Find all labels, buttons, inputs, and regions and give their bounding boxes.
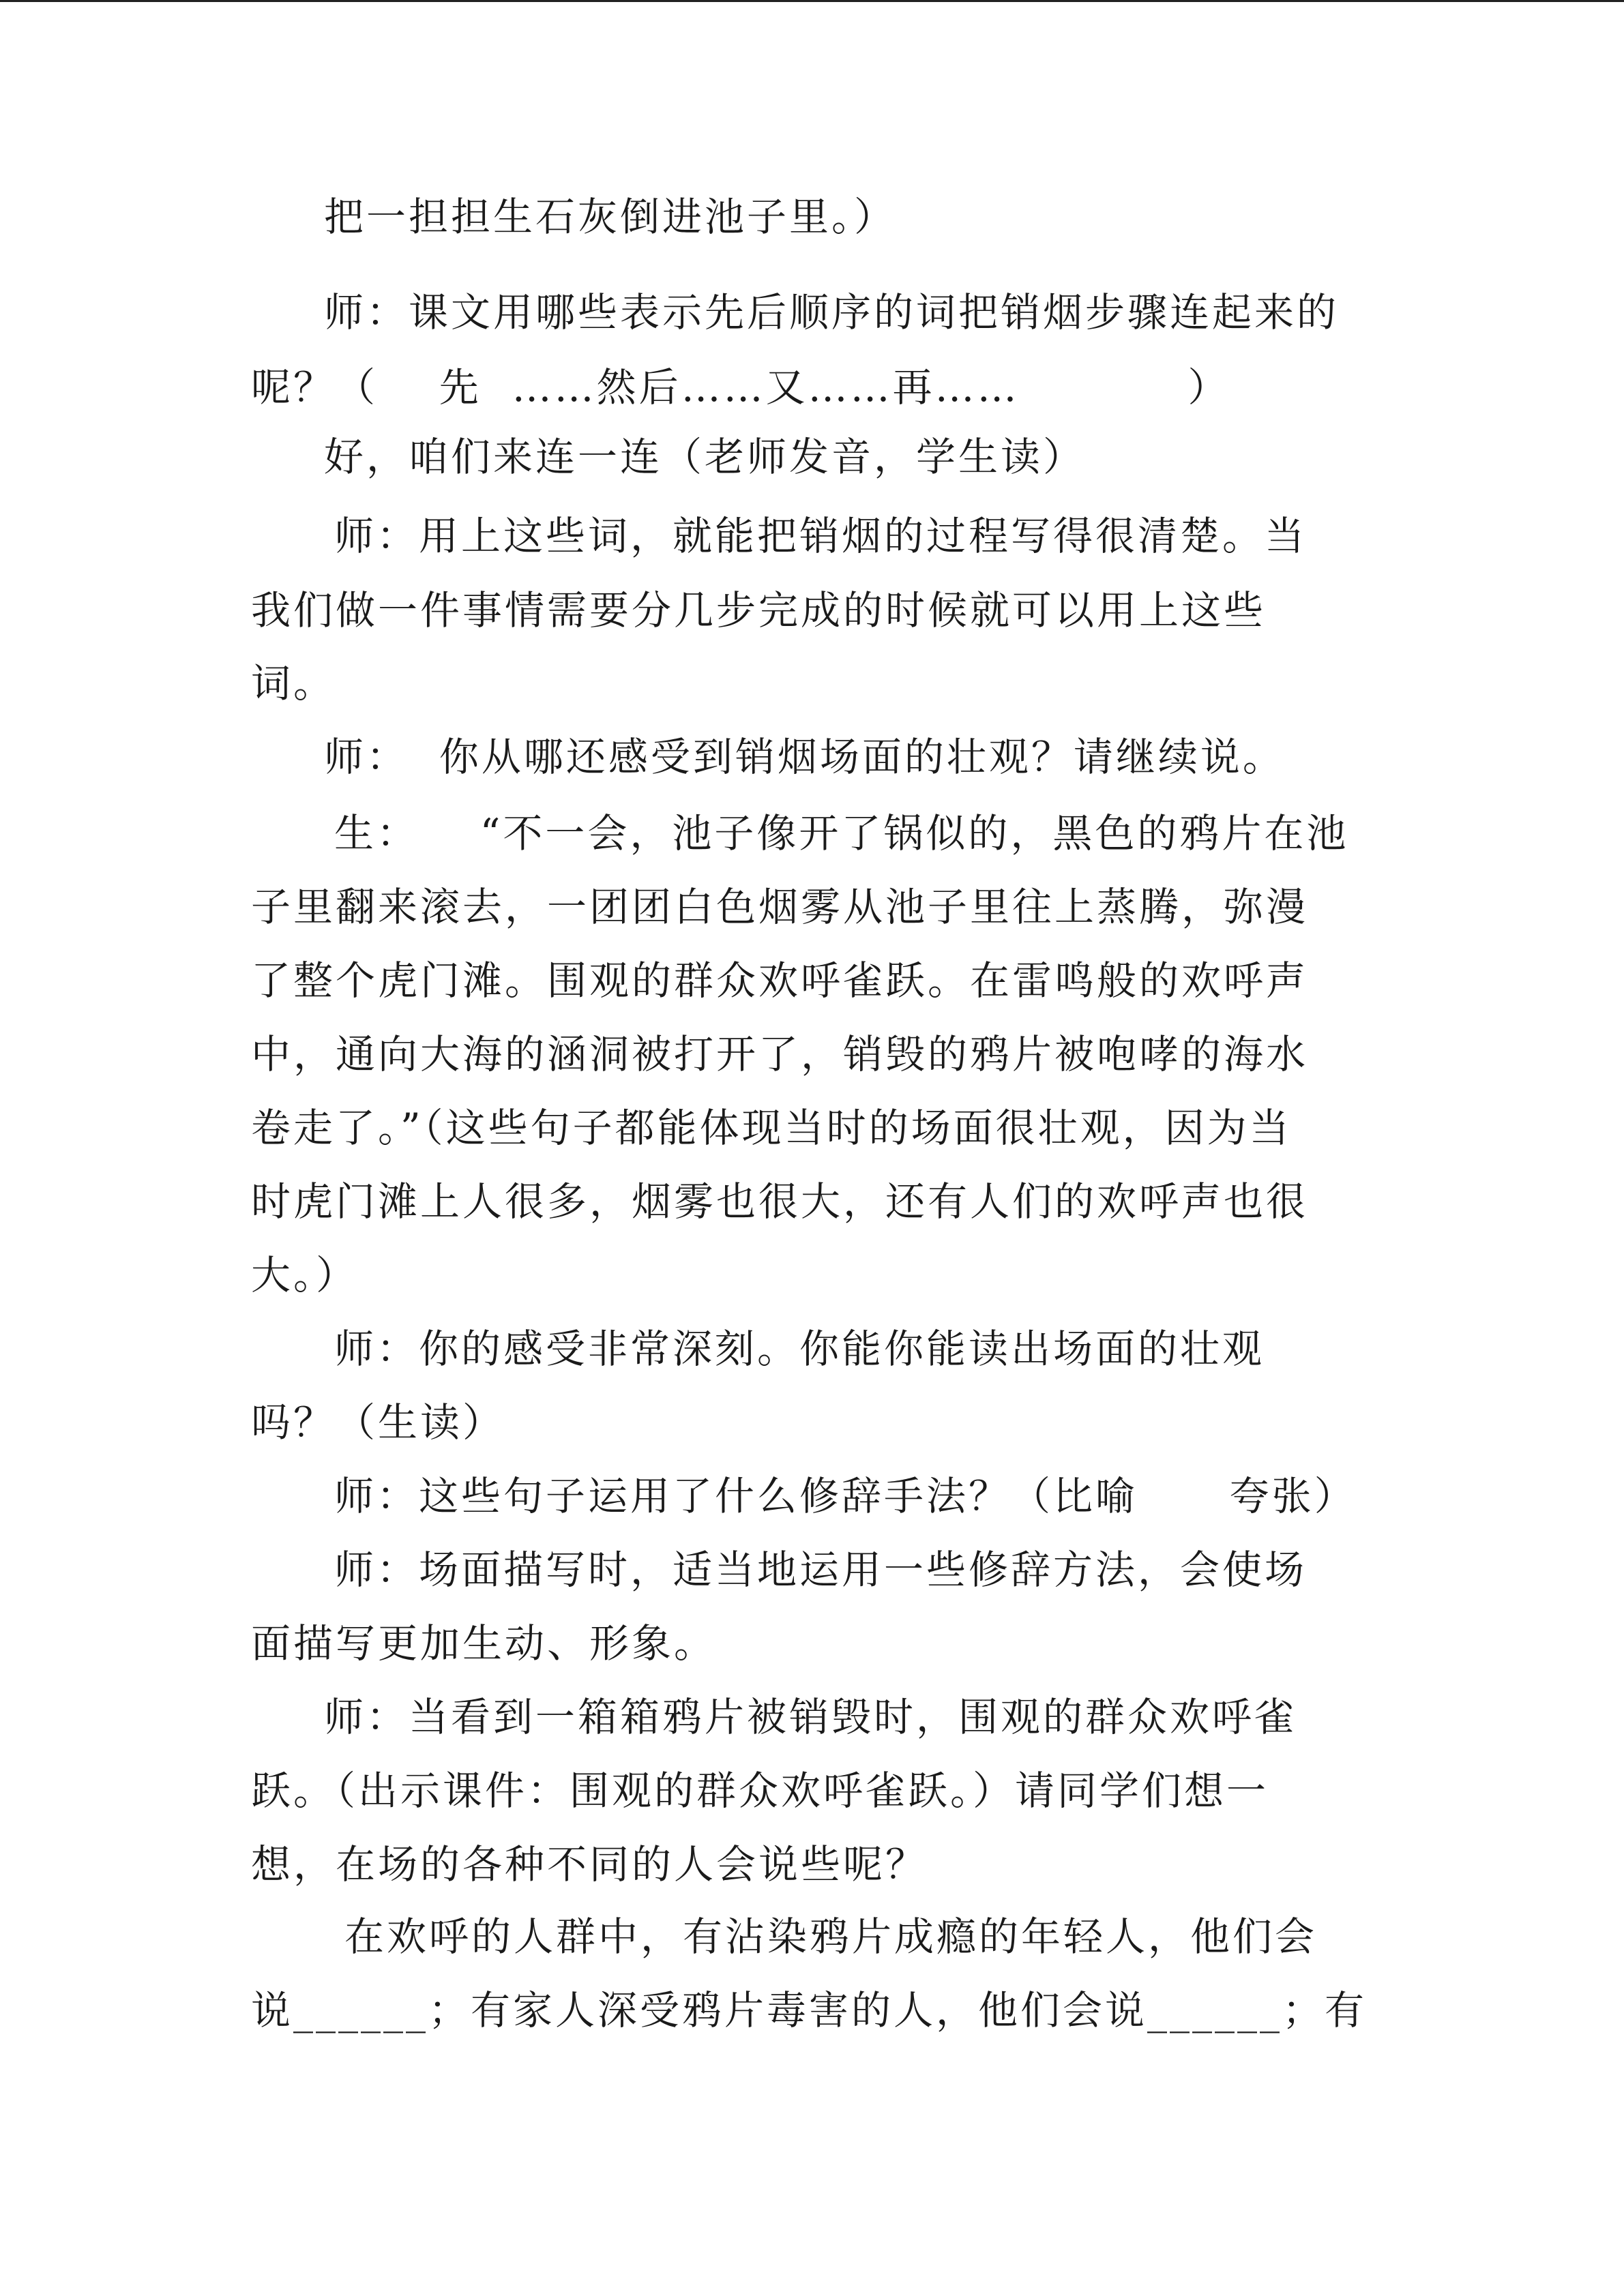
text-line: 面描写更加生动、形象。 xyxy=(251,1620,717,1667)
text-line: 跃。（出示课件：围观的群众欢呼雀跃。）请同学们想一 xyxy=(251,1768,1269,1814)
text-line: 师：课文用哪些表示先后顺序的词把销烟步骤连起来的 xyxy=(324,289,1340,336)
text-line: 把一担担生石灰倒进池子里。） xyxy=(324,194,897,240)
text-line: 师：你的感受非常深刻。你能你能读出场面的壮观 xyxy=(334,1326,1265,1372)
text-line: 师：场面描写时，适当地运用一些修辞方法，会使场 xyxy=(334,1547,1308,1593)
text-line: 在欢呼的人群中，有沾染鸦片成瘾的年轻人，他们会 xyxy=(344,1913,1318,1960)
text-line: 吗？（生读） xyxy=(251,1399,505,1446)
text-line: 生： “不一会，池子像开了锅似的，黑色的鸦片在池 xyxy=(334,810,1349,856)
text-line: 中，通向大海的涵洞被打开了，销毁的鸦片被咆哮的海水 xyxy=(251,1031,1309,1077)
text-line: 师：用上这些词，就能把销烟的过程写得很清楚。当 xyxy=(334,513,1308,559)
text-line: 子里翻来滚去，一团团白色烟雾从池子里往上蒸腾，弥漫 xyxy=(251,884,1309,930)
text-line: 想，在场的各种不同的人会说些呢？ xyxy=(251,1841,928,1888)
text-line: 师：当看到一箱箱鸦片被销毁时，围观的群众欢呼雀 xyxy=(324,1694,1297,1740)
text-line: 词。 xyxy=(251,660,336,706)
text-line: 师：这些句子运用了什么修辞手法？（比喻 夸张） xyxy=(334,1473,1357,1519)
text-line: 我们做一件事情需要分几步完成的时候就可以用上这些 xyxy=(251,587,1267,633)
text-line: 呢？（ 先 ……然后……又……再…… ） xyxy=(251,364,1230,411)
text-line: 好，咱们来连一连（老师发音，学生读） xyxy=(324,434,1086,480)
text-line: 大。） xyxy=(251,1252,359,1298)
text-line: 卷走了。”（这些句子都能体现当时的场面很壮观，因为当 xyxy=(251,1105,1292,1151)
text-line: 师： 你从哪还感受到销烟场面的壮观？请继续说。 xyxy=(324,734,1285,780)
text-line: 了整个虎门滩。围观的群众欢呼雀跃。在雷鸣般的欢呼声 xyxy=(251,957,1309,1004)
text-line: 时虎门滩上人很多，烟雾也很大，还有人们的欢呼声也很 xyxy=(251,1178,1309,1225)
text-line: 说______；有家人深受鸦片毒害的人，他们会说______；有 xyxy=(251,1987,1368,2033)
